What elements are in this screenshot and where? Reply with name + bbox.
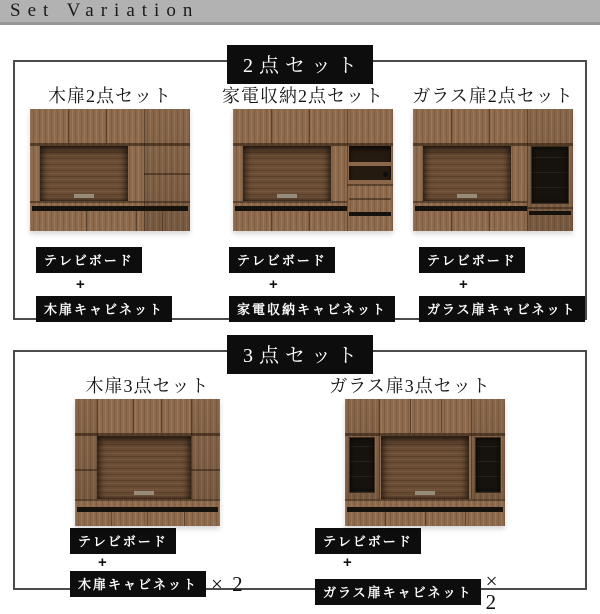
- product-labels: [70, 528, 245, 597]
- base-stripe: [32, 206, 188, 211]
- drawer-seam: [309, 211, 310, 231]
- base-stripe: [415, 206, 527, 211]
- panel-seam: [451, 109, 452, 143]
- plus-sign: +: [76, 276, 85, 293]
- three-piece-set-banner: 3点セット: [227, 335, 373, 374]
- drawer-seam: [451, 211, 452, 231]
- drawer-seam: [425, 512, 426, 526]
- label-cabinet: 木扉キャビネット: [70, 571, 206, 597]
- product-labels: [315, 528, 515, 613]
- cabinet-stripe: [529, 211, 571, 215]
- glass-door-panel: [531, 146, 569, 204]
- drawer-seam: [147, 512, 148, 526]
- plus-sign: +: [98, 554, 107, 571]
- base-stripe: [235, 206, 347, 211]
- tv-recess: [40, 146, 128, 201]
- side-cabinet-shade: [191, 399, 220, 499]
- panel-seam: [349, 198, 391, 200]
- panel-seam: [345, 499, 505, 501]
- page-title: Set Variation: [10, 0, 200, 21]
- side-cabinet-shade: [144, 109, 190, 231]
- label-tv-board: テレビボード: [229, 247, 335, 273]
- label-cabinet: ガラス扉キャビネット: [315, 579, 481, 605]
- product-title: 家電収納2点セット: [222, 86, 384, 106]
- tv-wall-unit-appliance: [233, 109, 393, 231]
- panel-seam: [233, 201, 347, 203]
- drawer-seam: [86, 211, 87, 231]
- tv-wall-unit-wood-3: [75, 399, 220, 526]
- panel-seam: [441, 399, 442, 433]
- plus-sign: +: [343, 554, 352, 571]
- drawer-seam: [465, 512, 466, 526]
- label-cabinet: 家電収納キャビネット: [229, 296, 395, 322]
- panel-seam: [347, 184, 393, 186]
- multiplier: × 2: [485, 569, 500, 614]
- plus-sign: +: [269, 276, 278, 293]
- drawer-seam: [271, 211, 272, 231]
- panel-seam: [413, 201, 527, 203]
- product-photo: [233, 109, 393, 231]
- multiplier: × 2: [211, 571, 245, 596]
- vent: [457, 194, 477, 198]
- label-cabinet: ガラス扉キャビネット: [419, 296, 585, 322]
- product-labels: [229, 247, 393, 322]
- drawer-seam: [136, 211, 137, 231]
- product-title: ガラス扉3点セット: [329, 376, 491, 396]
- drawer-seam: [489, 211, 490, 231]
- shelf-board: [349, 162, 391, 166]
- panel-seam: [271, 109, 272, 143]
- vent: [277, 194, 297, 198]
- label-tv-board: テレビボード: [419, 247, 525, 273]
- section-header-bar: [0, 0, 600, 25]
- product-glass-door-3set: [305, 372, 515, 613]
- side-cabinet-shade: [75, 399, 97, 499]
- panel-seam: [30, 201, 190, 203]
- panel-seam: [106, 109, 107, 143]
- product-appliance-2set: [213, 82, 393, 322]
- product-title: 木扉2点セット: [48, 86, 172, 106]
- panel-seam: [161, 399, 162, 433]
- panel-seam: [68, 109, 69, 143]
- panel-seam: [410, 399, 411, 433]
- tv-wall-unit-glass: [413, 109, 573, 231]
- panel-seam: [75, 469, 97, 471]
- panel-seam: [191, 399, 192, 499]
- panel-seam: [144, 109, 145, 231]
- tv-recess: [381, 436, 469, 499]
- drawer-seam: [111, 512, 112, 526]
- tv-wall-unit-wood: [30, 109, 190, 231]
- panel-seam: [527, 109, 528, 231]
- panel-seam: [347, 109, 348, 231]
- tv-recess: [423, 146, 511, 201]
- product-photo: [75, 399, 245, 526]
- drawer-seam: [385, 512, 386, 526]
- panel-seam: [379, 399, 380, 499]
- panel-seam: [191, 469, 220, 471]
- product-wood-door-2set: [20, 82, 200, 322]
- vent: [415, 491, 435, 495]
- vent: [74, 194, 94, 198]
- glass-door-panel: [349, 437, 375, 493]
- drawer-seam: [184, 512, 185, 526]
- panel-seam: [471, 399, 472, 499]
- panel-seam: [527, 207, 573, 209]
- product-title: ガラス扉2点セット: [412, 86, 574, 106]
- panel-seam: [309, 109, 310, 143]
- panel-seam: [489, 109, 490, 143]
- product-wood-door-3set: [50, 372, 245, 597]
- panel-seam: [75, 499, 220, 501]
- two-piece-set-box: [13, 55, 587, 320]
- power-socket: [383, 172, 388, 177]
- drawer-seam: [162, 211, 163, 231]
- panel-seam: [144, 173, 190, 175]
- tv-recess: [243, 146, 331, 201]
- product-photo: [345, 399, 515, 526]
- glass-door-panel: [475, 437, 501, 493]
- vent: [134, 491, 154, 495]
- two-piece-set-banner: 2点セット: [227, 45, 373, 84]
- product-glass-door-2set: [403, 82, 583, 322]
- product-photo: [30, 109, 200, 231]
- product-photo: [413, 109, 583, 231]
- panel-seam: [133, 399, 134, 433]
- label-cabinet: 木扉キャビネット: [36, 296, 172, 322]
- label-tv-board: テレビボード: [70, 528, 176, 554]
- label-tv-board: テレビボード: [36, 247, 142, 273]
- product-labels: [36, 247, 200, 322]
- cabinet-stripe: [349, 212, 391, 216]
- three-piece-set-box: [13, 345, 587, 614]
- plus-sign: +: [459, 276, 468, 293]
- product-title: 木扉3点セット: [85, 376, 210, 396]
- label-tv-board: テレビボード: [315, 528, 421, 554]
- tv-recess: [97, 436, 191, 499]
- product-labels: [419, 247, 583, 322]
- tv-wall-unit-glass-3: [345, 399, 505, 526]
- open-shelves: [349, 146, 391, 184]
